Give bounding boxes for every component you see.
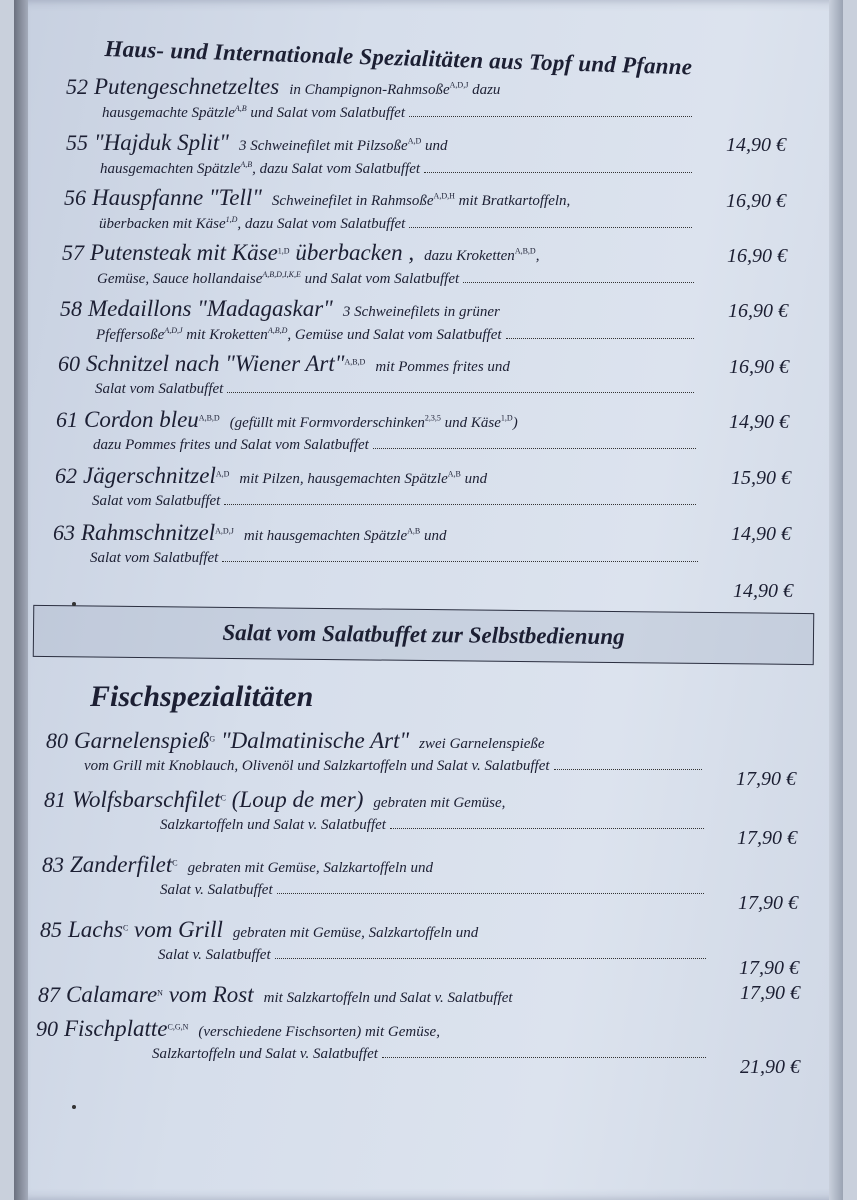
dot-leader [227,391,694,393]
item-description-text: Salat vom Salatbuffet [90,550,219,566]
menu-item-line2 [160,817,712,834]
allergen-code: A,D,J [215,526,234,536]
item-description: (verschiedene Fischsorten) mit Gemüse, [198,1024,440,1040]
item-description-text: mit Kroketten [182,327,268,343]
item-description-text: Pfeffersoße [96,327,165,343]
dot-leader [506,337,694,339]
item-description-text: , dazu Salat vom Salatbuffet [237,216,406,232]
dot-leader [409,226,692,228]
item-number: 60 [58,351,80,376]
item-description: Schweinefilet in Rahmsoße [271,193,434,209]
allergen-code: A,B [234,104,247,113]
item-number: 61 [56,407,78,432]
item-description: gebraten mit Gemüse, Salzkartoffeln und [187,860,433,876]
item-description-cont: Salzkartoffeln und Salat v. Salatbuffet [152,1046,378,1062]
item-name: Jägerschnitzel [83,463,216,488]
item-name: Hauspfanne "Tell" [92,185,262,210]
item-price: 16,90 € [728,300,788,322]
menu-item-line2 [160,882,712,899]
menu-item-line1 [60,296,500,322]
item-number: 52 [66,74,88,99]
item-name: Zanderfilet [70,852,173,877]
item-description: mit Salzkartoffeln und Salat v. Salatbuffet [263,990,513,1006]
allergen-code: A,B,D [198,413,220,423]
allergen-code: A,D [407,136,422,146]
menu-item-line1 [56,407,518,433]
speck-mark [72,602,76,606]
allergen-code: A,B,D [514,246,536,256]
menu-item-line2 [93,437,704,454]
item-name: Rahmschnitzel [81,520,216,545]
item-description-cont [93,437,369,454]
item-description: dazu Kroketten [424,248,515,264]
item-name: Schnitzel nach "Wiener Art" [86,351,345,376]
allergen-code: A,D [215,469,230,479]
item-description-cont: Salat v. Salatbuffet [158,947,271,963]
section-heading-haus: Haus- und Internationale Spezialitäten aus Topf und Pfanne [104,36,693,80]
item-name: Garnelenspieß [74,728,210,753]
menu-item-line1 [66,130,448,156]
dot-leader [222,560,698,562]
menu-item-line2 [92,493,704,510]
item-number: 83 [42,852,64,877]
item-price: 14,90 € [733,580,793,602]
allergen-code: C,G,N [167,1022,189,1032]
item-description-text: dazu Pommes frites und Salat vom Salatbuffet [93,437,369,453]
item-description-tail: dazu [468,82,501,98]
menu-item [44,787,820,847]
item-number: 57 [62,240,84,265]
menu-item-line2 [152,1046,714,1063]
menu-item-line2 [97,270,702,288]
item-description-cont [95,381,223,398]
item-description: gebraten mit Gemüse, [373,795,506,811]
allergen-code: 1,D [225,215,238,224]
item-description: mit Pilzen, hausgemachten Spätzle [239,471,448,487]
item-description-text: und Salat vom Salatbuffet [246,105,405,121]
item-name: Lachs [68,917,123,942]
menu-item-line2 [84,758,710,775]
item-description-text: überbacken mit Käse [99,216,226,232]
item-description-cont [97,270,459,288]
dot-leader [409,115,692,117]
item-description-tail: und [460,471,488,487]
item-price: 17,90 € [737,827,797,849]
dot-leader [424,171,692,173]
menu-item-line2 [158,947,714,964]
item-description-text: hausgemachte Spätzle [102,105,235,121]
menu-item [40,917,820,977]
page-binding [14,0,28,1200]
item-description-tail: mit Bratkartoffeln, [454,193,571,209]
item-number: 87 [38,982,60,1007]
item-description: 3 Schweinefilets in grüner [342,304,500,320]
item-number: 62 [55,463,77,488]
item-name-tail: vom Grill [128,917,223,942]
dot-leader [382,1056,706,1058]
item-description-tail: ) [512,415,518,431]
allergen-code: A,B [447,469,461,479]
item-name: Putensteak mit Käse [90,240,278,265]
item-name-tail: "Dalmatinische Art" [215,728,410,753]
dot-leader [463,281,694,283]
menu-item-line1 [36,1016,440,1042]
item-description: gebraten mit Gemüse, Salzkartoffeln und [232,925,479,941]
item-price: 14,90 € [726,134,786,156]
item-number: 80 [46,728,68,753]
item-price: 16,90 € [726,190,786,212]
section-heading-fisch: Fischspezialitäten [90,680,314,713]
item-price: 17,90 € [736,768,796,790]
item-price: 14,90 € [731,523,791,545]
allergen-code: 1,D [277,246,290,256]
item-number: 58 [60,296,82,321]
menu-item [46,728,820,788]
item-price: 14,90 € [729,411,789,433]
item-description-text: , Gemüse und Salat vom Salatbuffet [287,327,502,343]
allergen-code: N [157,988,163,998]
item-price: 15,90 € [731,467,791,489]
menu-item-line2 [100,160,700,178]
salat-banner-text: Salat vom Salatbuffet zur Selbstbedienung [222,619,625,650]
allergen-code: A,B [407,526,421,536]
item-price: 17,90 € [739,957,799,979]
menu-item-line1 [40,917,478,943]
item-name-tail: vom Rost [162,982,254,1007]
menu-item-line1 [62,240,539,266]
dot-leader [224,503,696,505]
allergen-code: A,B [240,160,253,169]
menu-item-line1 [44,787,505,813]
menu-item [36,1016,820,1076]
allergen-code: C [172,858,178,868]
menu-item-line2 [95,381,702,398]
item-name: Cordon bleu [84,407,199,432]
item-name: Fischplatte [64,1016,168,1041]
allergen-code: C [220,793,227,803]
allergen-code: A,B,D,I,K,E [262,270,301,279]
allergen-code: A,B,D [344,357,366,367]
item-name: Calamare [66,982,158,1007]
item-number: 85 [40,917,62,942]
menu-item-line1 [38,982,513,1008]
item-number: 81 [44,787,66,812]
item-description-cont: Salat v. Salatbuffet [160,882,273,898]
menu-item-line1 [64,185,570,211]
item-description-cont [100,160,420,178]
item-price: 21,90 € [740,1056,800,1078]
item-price: 16,90 € [727,245,787,267]
item-description: mit hausgemachten Spätzle [243,528,408,544]
item-description-text: Salat vom Salatbuffet [95,381,224,397]
allergen-code: A,D,J [449,80,469,90]
item-name: Medaillons "Madagaskar" [88,296,333,321]
item-description-tail: und [421,138,448,154]
allergen-code: A,B,D [267,326,288,335]
item-description-cont [96,326,502,344]
item-description-tail: , [535,248,540,264]
item-price: 16,90 € [729,356,789,378]
item-description-cont [102,104,405,122]
item-number: 56 [64,185,86,210]
item-description: mit Pommes frites und [375,359,510,375]
menu-item-line2 [96,326,702,344]
allergen-code: G [209,734,216,744]
menu-item-line2 [99,215,700,233]
menu-item-line1 [53,520,447,546]
allergen-code: A,D,H [433,191,455,201]
item-number: 90 [36,1016,58,1041]
menu-item-line1 [46,728,545,754]
dot-leader [275,957,706,959]
dot-leader [373,447,696,449]
dot-leader [554,768,702,770]
menu-item-line1 [58,351,510,377]
menu-item-line2 [90,550,706,567]
item-description-tail: und Käse [440,415,501,431]
menu-item [42,852,820,912]
allergen-code: A,D,J [164,326,183,335]
item-description-text: und Salat vom Salatbuffet [300,271,460,287]
item-name: Wolfsbarschfilet [72,787,221,812]
dot-leader [390,827,704,829]
item-description-cont [90,550,218,567]
item-description: in Champignon-Rahmsoße [289,82,450,98]
allergen-code: C [122,923,129,933]
item-description-tail: und [420,528,447,544]
menu-item-line2 [102,104,700,122]
item-description-cont: Salzkartoffeln und Salat v. Salatbuffet [160,817,386,833]
item-description-cont: vom Grill mit Knoblauch, Olivenöl und Salzkartoffeln und Salat v. Salatbuffet [84,758,550,774]
salat-banner [33,605,815,665]
item-description: (gefüllt mit Formvorderschinken [229,415,425,431]
menu-item-line1 [55,463,487,489]
item-name-tail: (Loup de mer) [226,787,364,812]
item-description: 3 Schweinefilet mit Pilzsoße [238,138,408,154]
allergen-code: 2,3,5 [424,413,441,423]
item-description-text: hausgemachten Spätzle [100,161,241,177]
menu-item-line1 [66,74,500,100]
item-description-text: , dazu Salat vom Salatbuffet [252,161,421,177]
item-description-text: Gemüse, Sauce hollandaise [97,271,263,287]
item-name: "Hajduk Split" [94,130,229,155]
item-description-cont [92,493,220,510]
item-description: zwei Garnelenspieße [419,736,545,752]
menu-item-line1 [42,852,433,878]
item-description-text: Salat vom Salatbuffet [92,493,221,509]
allergen-code: 1,D [500,413,513,423]
item-name-tail: überbacken , [289,240,415,265]
item-price: 17,90 € [740,982,800,1004]
item-price: 17,90 € [738,892,798,914]
item-number: 63 [53,520,75,545]
speck-mark [72,1105,76,1109]
item-description-cont [99,215,405,233]
item-number: 55 [66,130,88,155]
page-edge [829,0,843,1200]
dot-leader [277,892,704,894]
item-name: Putengeschnetzeltes [94,74,280,99]
menu-item [53,520,800,602]
